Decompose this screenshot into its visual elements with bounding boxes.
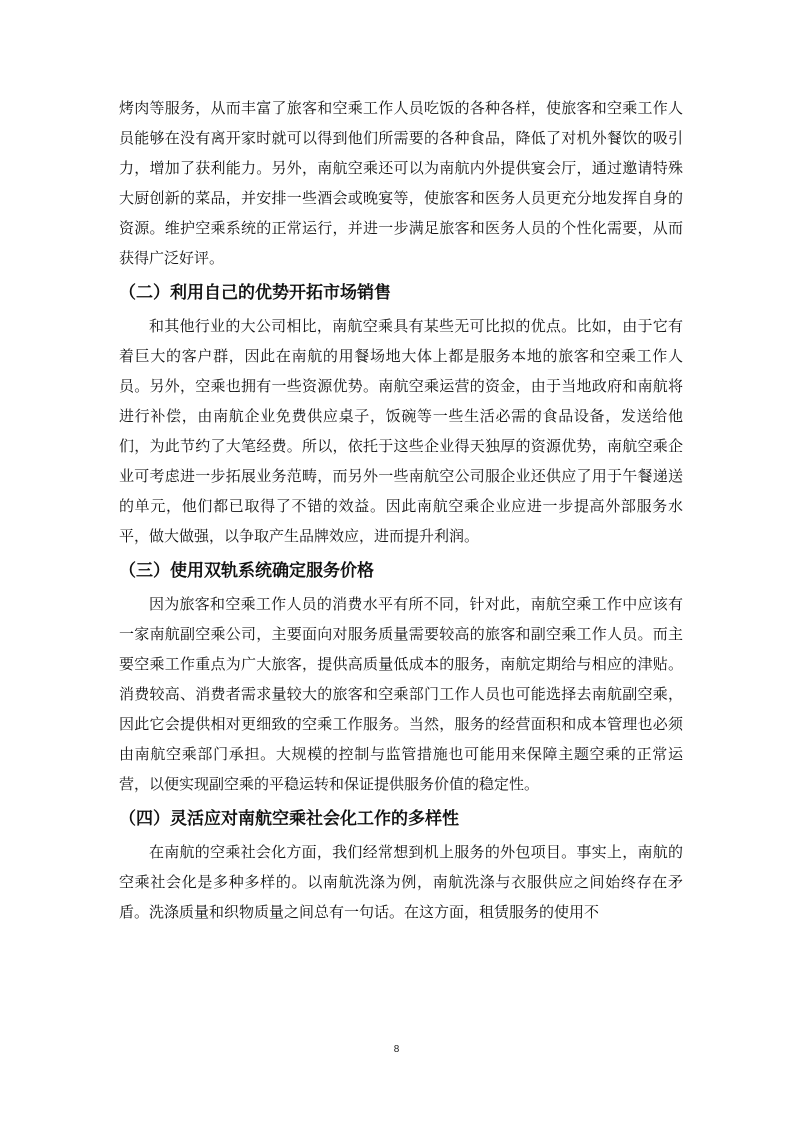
section-heading-4: （四）灵活应对南航空乘社会化工作的多样性 [119,809,459,829]
paragraph-section-3: 因为旅客和空乘工作人员的消费水平有所不同，针对此，南航空乘工作中应该有一家南航副空乘公司，主要面向对服务质量需要较高的旅客和副空乘工作人员。而主要空乘工作重点为广大旅客，提供高质量低成本的服务，南航定期给与相应的津贴。消费较高、消费者需求量较大的旅客和空乘部门工作人员也可能选择去南航副空乘，因此它会提供相对更细致的空乘工作服务。当然，服务的经营面积和成本管理也必须由南航空乘部门承担。大规模的控制与监管措施也可能用来保障主题空乘的正常运营，以便实现副空乘的平稳运转和保证提供服务价值的稳定性。 [119,595,683,793]
section-heading-2: （二）利用自己的优势开拓市场销售 [119,283,391,303]
paragraph-section-4: 在南航的空乘社会化方面，我们经常想到机上服务的外包项目。事实上，南航的空乘社会化是多种多样的。以南航洗涤为例，南航洗涤与衣服供应之间始终存在矛盾。洗涤质量和织物质量之间总有一句话。在这方面，租赁服务的使用不 [119,843,683,921]
page-body [119,93,683,927]
section-heading-3: （三）使用双轨系统确定服务价格 [119,561,374,581]
paragraph-section-2: 和其他行业的大公司相比，南航空乘具有某些无可比拟的优点。比如，由于它有着巨大的客户群，因此在南航的用餐场地大体上都是服务本地的旅客和空乘工作人员。另外，空乘也拥有一些资源优势。南航空乘运营的资金，由于当地政府和南航将进行补偿，由南航企业免费供应桌子，饭碗等一些生活必需的食品设备，发送给他们，为此节约了大笔经费。所以，依托于这些企业得天独厚的资源优势，南航空乘企业可考虑进一步拓展业务范畴，而另外一些南航空公司服企业还供应了用于午餐递送的单元，他们都已取得了不错的效益。因此南航空乘企业应进一步提高外部服务水平，做大做强，以争取产生品牌效应，进而提升利润。 [119,317,683,545]
paragraph-continuation: 烤肉等服务，从而丰富了旅客和空乘工作人员吃饭的各种各样，使旅客和空乘工作人员能够在没有离开家时就可以得到他们所需要的各种食品，降低了对机外餐饮的吸引力，增加了获利能力。另外，南航空乘还可以为南航内外提供宴会厅，通过邀请特殊大厨创新的菜品，并安排一些酒会或晚宴等，使旅客和医务人员更充分地发挥自身的资源。维护空乘系统的正常运行，并进一步满足旅客和医务人员的个性化需要，从而获得广泛好评。 [119,99,683,267]
page-number: 8 [393,1044,400,1055]
